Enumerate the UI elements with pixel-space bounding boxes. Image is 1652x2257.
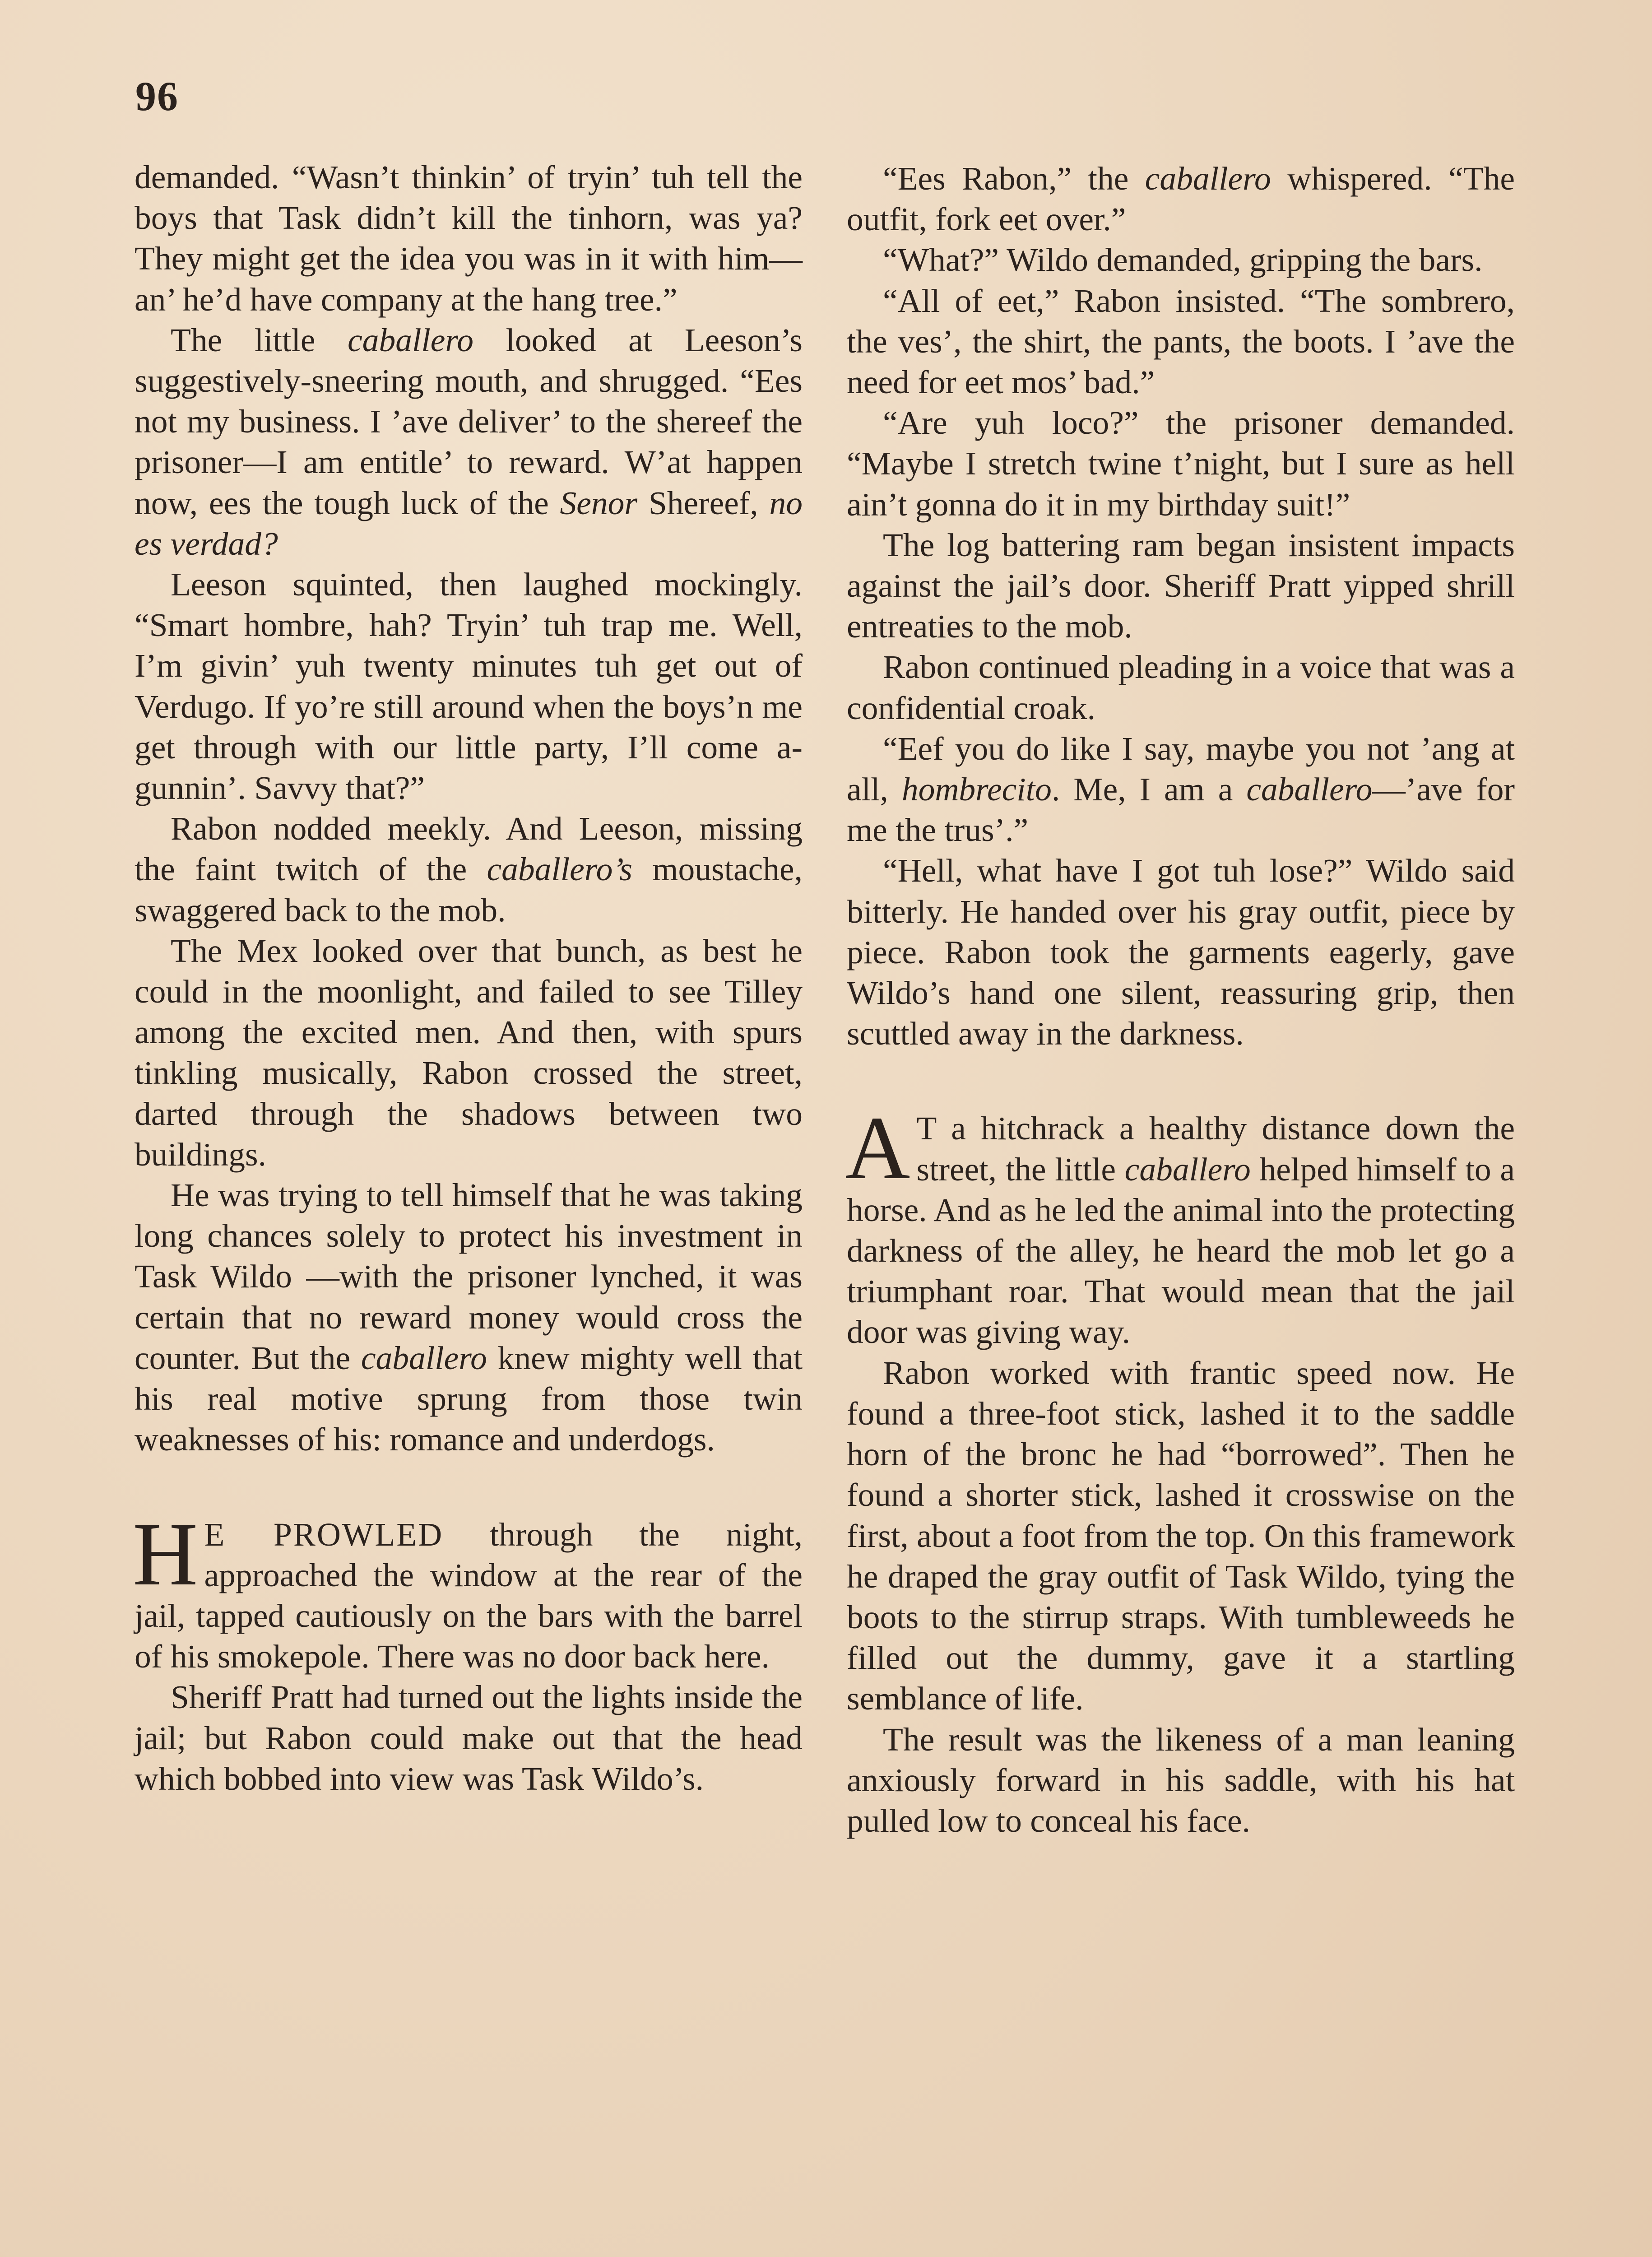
paragraph: “What?” Wildo demanded, gripping the bars. bbox=[883, 241, 1483, 279]
paragraph: The Mex looked over that bunch, as best he could in the moonlight, and failed to see Tilley among the excited men. And then, with spurs tinkling musically, Rabon crossed the street, darted through the shadows between two buildings. bbox=[135, 932, 803, 1173]
drop-cap: H bbox=[133, 1504, 198, 1604]
paragraph: Sheriff Pratt had turned out the lights inside the jail; but Rabon could make out that the head which bobbed into view was Task Wildo’s. bbox=[135, 1679, 803, 1797]
paragraph: “Hell, what have I got tuh lose?” Wildo said bitterly. He handed over his gray outfit, piece by piece. Rabon took the garments eagerly, gave Wildo’s hand one silent, reassuring grip, then scuttled away in the darkness. bbox=[847, 852, 1515, 1052]
paragraph: “Are yuh loco?” the prisoner demanded. “Maybe I stretch twine t’night, but I sure as hell ain’t gonna do it in my birthday suit!” bbox=[847, 404, 1515, 523]
drop-cap: A bbox=[845, 1098, 910, 1198]
paragraph: “All of eet,” Rabon insisted. “The sombrero, the ves’, the shirt, the pants, the boots. I ’ave the need for eet mos’ bad.” bbox=[847, 282, 1515, 401]
left-column bbox=[135, 157, 803, 1799]
page-number: 96 bbox=[135, 73, 179, 119]
paragraph: Leeson squinted, then laughed mockingly. “Smart hombre, hah? Tryin’ tuh trap me. Well, I’m givin’ yuh twenty minutes tuh get out of Verdugo. If yo’re still around when the boys’n me get through with our little party, I’ll come a-gunnin’. Savvy that?” bbox=[135, 566, 803, 807]
paragraph: Rabon continued pleading in a voice that was a confidential croak. bbox=[847, 649, 1515, 726]
paragraph: demanded. “Wasn’t thinkin’ of tryin’ tuh tell the boys that Task didn’t kill the tinhorn, was ya? They might get the idea you was in it with him—an’ he’d have company at the hang tree.” bbox=[135, 159, 803, 318]
paragraph: Rabon worked with frantic speed now. He found a three-foot stick, lashed it to the saddle horn of the bronc he had “borrowed”. Then he found a shorter stick, lashed it crosswise on the first, about a foot from the top. On this framework he draped the gray outfit of Task Wildo, tying the boots to the stirrup straps. With tumbleweeds he filled out the dummy, gave it a startling semblance of life. bbox=[847, 1354, 1515, 1717]
paragraph: “Eef you do like I say, maybe you not ’ang at all, hombrecito. Me, I am a caballero—’ave for me the trus’.” bbox=[847, 730, 1515, 849]
paragraph: “Ees Rabon,” the caballero whispered. “The outfit, fork eet over.” bbox=[847, 160, 1515, 238]
paragraph: Rabon nodded meekly. And Leeson, missing the faint twitch of the caballero’s moustache, swaggered back to the mob. bbox=[135, 810, 803, 929]
paragraph: The log battering ram began insistent impacts against the jail’s door. Sheriff Pratt yipped shrill entreaties to the mob. bbox=[847, 526, 1515, 645]
right-column bbox=[847, 158, 1515, 1841]
paragraph: The result was the likeness of a man leaning anxiously forward in his saddle, with his hat pulled low to conceal his face. bbox=[847, 1721, 1515, 1839]
section-break-paragraph: A T a hitchrack a healthy distance down the street, the little caballero helped himself to a horse. And as he led the animal into the protecting darkness of the alley, he heard the mob let go a triumphant roar. That would mean that the jail door was giving way. bbox=[845, 1098, 1515, 1351]
section-break-paragraph: H E PROWLED through the night, approached the window at the rear of the jail, tapped cautiously on the bars with the barrel of his smokepole. There was no door back here. bbox=[133, 1504, 803, 1675]
paragraph: The little caballero looked at Leeson’s suggestively-sneering mouth, and shrugged. “Ees not my business. I ’ave deliver’ to the shereef the prisoner—I am entitle’ to reward. W’at happen now, ees the tough luck of the Senor Shereef, no es verdad? bbox=[135, 321, 803, 562]
paragraph: He was trying to tell himself that he was taking long chances solely to protect his investment in Task Wildo —with the prisoner lynched, it was certain that no reward money would cross the counter. But the caballero knew mighty well that his real motive sprung from those twin weaknesses of his: romance and underdogs. bbox=[135, 1177, 803, 1458]
